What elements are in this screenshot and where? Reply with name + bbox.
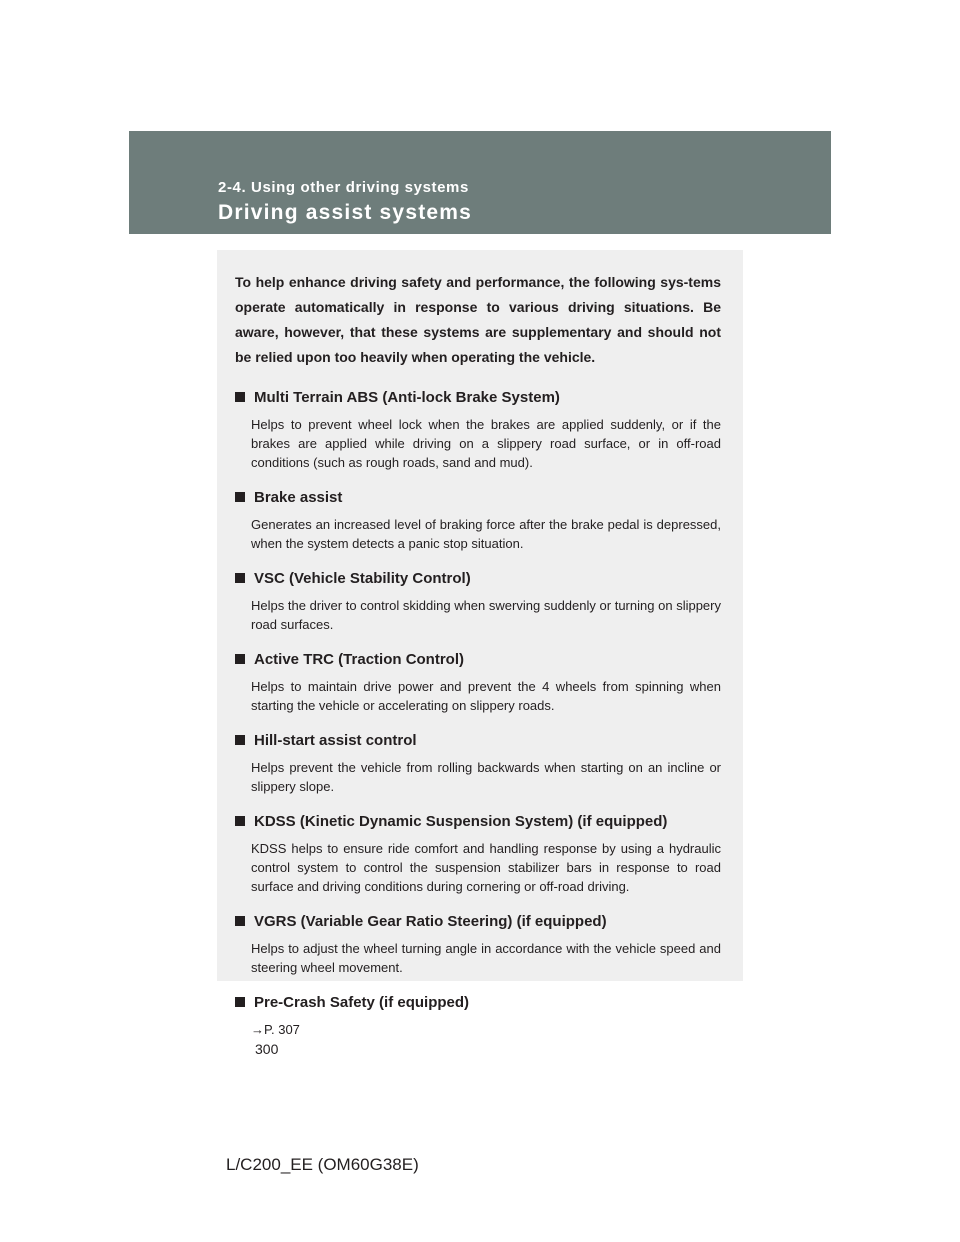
square-bullet-icon (235, 997, 245, 1007)
content-box (217, 250, 743, 1037)
feature-description: Helps to maintain drive power and prevent the 4 wheels from spinning when starting the vehicle or accelerating on slippery roads. (251, 679, 721, 713)
feature-title: Hill-start assist control (254, 731, 417, 749)
intro-paragraph: To help enhance driving safety and performance, the following sys-tems operate automatically in response to various driving situations. Be aware, however, that these systems are supplementary and should not be relied upon too heavily when operating the vehicle. (235, 274, 721, 365)
feature-title: Multi Terrain ABS (Anti-lock Brake System) (254, 388, 560, 406)
feature-item (235, 385, 721, 472)
square-bullet-icon (235, 392, 245, 402)
feature-description: Helps to prevent wheel lock when the brakes are applied suddenly, or if the brakes are applied while driving on a slippery road surface, or in off-road conditions (such as rough roads, sand and mud). (251, 417, 721, 470)
feature-item (235, 566, 721, 634)
feature-title: VSC (Vehicle Stability Control) (254, 569, 471, 587)
feature-description: Helps prevent the vehicle from rolling backwards when starting on an incline or slippery slope. (251, 760, 721, 794)
feature-title: VGRS (Variable Gear Ratio Steering) (if equipped) (254, 912, 607, 930)
square-bullet-icon (235, 654, 245, 664)
square-bullet-icon (235, 573, 245, 583)
feature-item (235, 909, 721, 977)
feature-item (235, 809, 721, 896)
feature-item (235, 647, 721, 715)
page-reference-link[interactable]: →P. 307 (251, 1022, 300, 1037)
feature-title: KDSS (Kinetic Dynamic Suspension System) (if equipped) (254, 812, 668, 830)
feature-description: Helps the driver to control skidding when swerving suddenly or turning on slippery road surfaces. (251, 598, 721, 632)
feature-item (235, 728, 721, 796)
feature-title: Brake assist (254, 488, 343, 506)
section-label: 2-4. Using other driving systems (218, 179, 469, 196)
document-code: L/C200_EE (OM60G38E) (226, 1155, 419, 1174)
page-title: Driving assist systems (218, 201, 473, 224)
feature-item (235, 990, 721, 1039)
square-bullet-icon (235, 816, 245, 826)
feature-item (235, 485, 721, 553)
square-bullet-icon (235, 735, 245, 745)
square-bullet-icon (235, 916, 245, 926)
page-number: 300 (255, 1041, 279, 1057)
feature-title: Active TRC (Traction Control) (254, 650, 465, 668)
feature-description: Generates an increased level of braking force after the brake pedal is depressed, when the system detects a panic stop situation. (251, 517, 721, 551)
square-bullet-icon (235, 492, 245, 502)
feature-description: KDSS helps to ensure ride comfort and handling response by using a hydraulic control system to control the suspension stabilizer bars in response to road surface and driving conditions during cornering or off-road driving. (251, 841, 721, 894)
feature-description: Helps to adjust the wheel turning angle in accordance with the vehicle speed and steering wheel movement. (251, 941, 721, 975)
feature-title: Pre-Crash Safety (if equipped) (254, 993, 470, 1011)
